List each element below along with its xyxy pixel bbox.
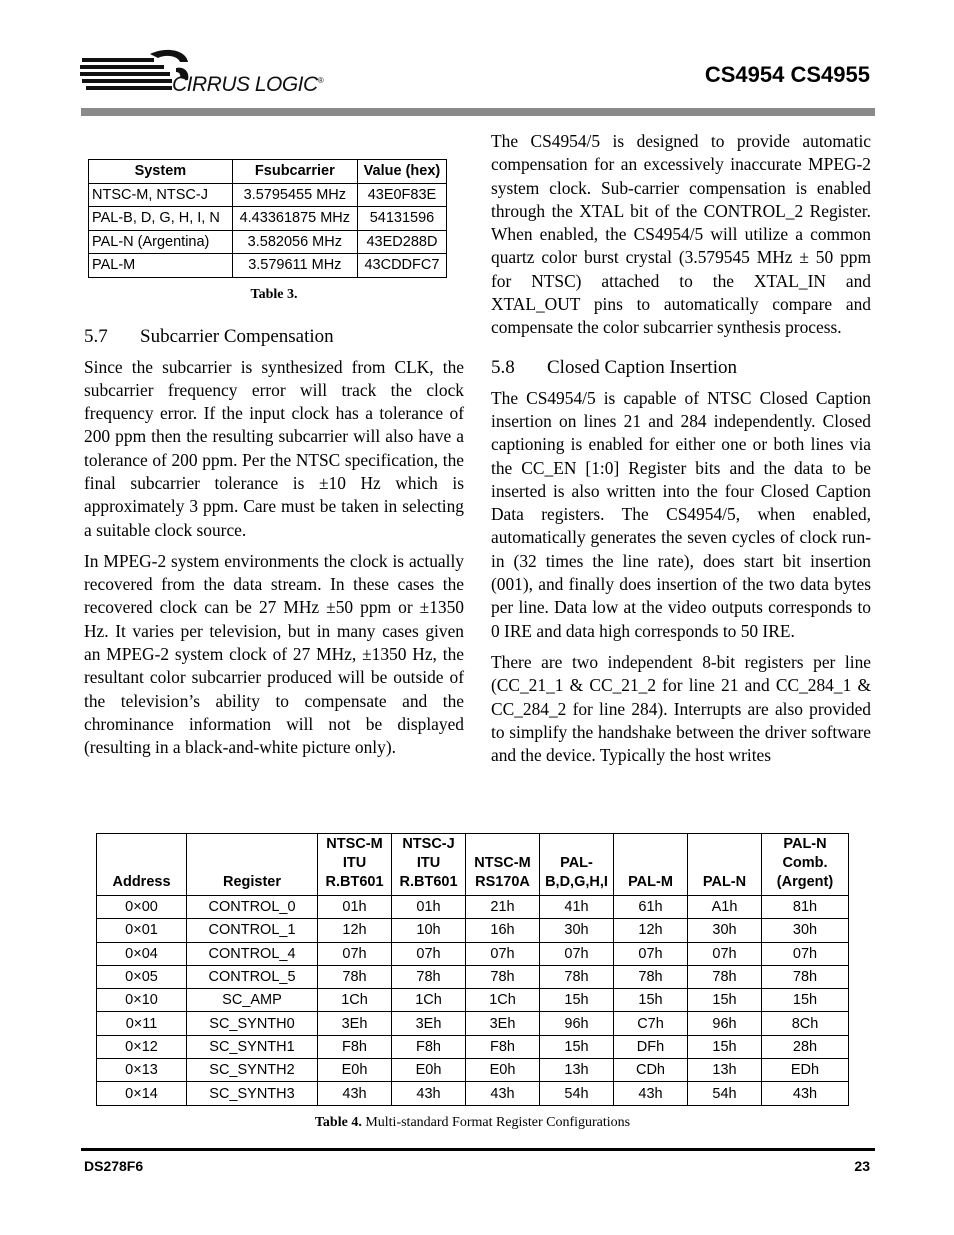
column-header: Fsubcarrier bbox=[232, 160, 357, 184]
table-header-row bbox=[89, 160, 447, 184]
table-cell: 43ED288D bbox=[357, 230, 446, 254]
table-cell: CONTROL_1 bbox=[187, 919, 318, 942]
table-cell: EDh bbox=[762, 1059, 849, 1082]
table-cell: 3.582056 MHz bbox=[232, 230, 357, 254]
table-cell: 78h bbox=[540, 965, 614, 988]
table-row bbox=[97, 1012, 849, 1035]
table-cell: CONTROL_5 bbox=[187, 965, 318, 988]
document-title: CS4954 CS4955 bbox=[704, 62, 870, 87]
column-header: PAL-N bbox=[688, 834, 762, 896]
table-cell: 0×11 bbox=[97, 1012, 187, 1035]
table-cell: 43h bbox=[762, 1082, 849, 1105]
table-cell: 43h bbox=[614, 1082, 688, 1105]
table-header-row bbox=[97, 834, 849, 896]
table-cell: CONTROL_4 bbox=[187, 942, 318, 965]
table-cell: 54h bbox=[540, 1082, 614, 1105]
table-row bbox=[89, 183, 447, 207]
table-row bbox=[89, 207, 447, 231]
table-cell: A1h bbox=[688, 896, 762, 919]
column-header: Register bbox=[187, 834, 318, 896]
column-header: NTSC-J ITU R.BT601 bbox=[392, 834, 466, 896]
table-cell: 43h bbox=[466, 1082, 540, 1105]
table-cell: 07h bbox=[540, 942, 614, 965]
table-4-caption: Table 4. Multi-standard Format Register Configurations bbox=[314, 1114, 631, 1130]
table-cell: 78h bbox=[614, 965, 688, 988]
column-header: PAL-N Comb. (Argent) bbox=[762, 834, 849, 896]
table-row bbox=[97, 896, 849, 919]
table-cell: SC_AMP bbox=[187, 989, 318, 1012]
table-cell: 96h bbox=[688, 1012, 762, 1035]
header-divider bbox=[81, 108, 875, 116]
table-row bbox=[97, 989, 849, 1012]
table-cell: E0h bbox=[318, 1059, 392, 1082]
table-cell: 30h bbox=[762, 919, 849, 942]
table-cell: SC_SYNTH3 bbox=[187, 1082, 318, 1105]
table-cell: E0h bbox=[466, 1059, 540, 1082]
table-cell: 15h bbox=[540, 1035, 614, 1058]
table-cell: 15h bbox=[688, 1035, 762, 1058]
column-header: System bbox=[89, 160, 233, 184]
section-5-8-paragraph-2: There are two independent 8-bit registers per line (CC_21_1 & CC_21_2 for line 21 and CC_284_1 & CC_284_2 for line 284). Interrupts are also provided to simplify the handshake between the driver software and the device. Typically the host writes bbox=[491, 651, 871, 766]
table-cell: 54131596 bbox=[357, 207, 446, 231]
column-header: Value (hex) bbox=[357, 160, 446, 184]
table-cell: C7h bbox=[614, 1012, 688, 1035]
column-header: Address bbox=[97, 834, 187, 896]
table-cell: 07h bbox=[688, 942, 762, 965]
table-cell: 78h bbox=[318, 965, 392, 988]
table-3-caption: Table 3. bbox=[250, 286, 298, 302]
table-row bbox=[97, 965, 849, 988]
table-cell: F8h bbox=[318, 1035, 392, 1058]
table-cell: E0h bbox=[392, 1059, 466, 1082]
table-row bbox=[97, 1082, 849, 1105]
page-number: 23 bbox=[854, 1158, 870, 1174]
table-cell: SC_SYNTH0 bbox=[187, 1012, 318, 1035]
table-cell: 61h bbox=[614, 896, 688, 919]
table-cell: 54h bbox=[688, 1082, 762, 1105]
table-cell: 0×10 bbox=[97, 989, 187, 1012]
table-cell: 30h bbox=[540, 919, 614, 942]
table-cell: 0×01 bbox=[97, 919, 187, 942]
table-cell: PAL-B, D, G, H, I, N bbox=[89, 207, 233, 231]
table-4-container bbox=[96, 833, 849, 1131]
table-cell: 0×14 bbox=[97, 1082, 187, 1105]
table-cell: 16h bbox=[466, 919, 540, 942]
table-cell: 0×13 bbox=[97, 1059, 187, 1082]
table-cell: 78h bbox=[466, 965, 540, 988]
table-cell: 15h bbox=[762, 989, 849, 1012]
table-row bbox=[97, 942, 849, 965]
table-cell: 07h bbox=[762, 942, 849, 965]
table-cell: 13h bbox=[540, 1059, 614, 1082]
section-5-8-heading: 5.8 Closed Caption Insertion bbox=[491, 356, 737, 378]
table-cell: 43CDDFC7 bbox=[357, 254, 446, 278]
table-cell: 07h bbox=[392, 942, 466, 965]
table-cell: 78h bbox=[392, 965, 466, 988]
table-cell: 3Eh bbox=[466, 1012, 540, 1035]
table-row bbox=[97, 1059, 849, 1082]
table-cell: 0×05 bbox=[97, 965, 187, 988]
table-cell: 07h bbox=[318, 942, 392, 965]
table-cell: F8h bbox=[466, 1035, 540, 1058]
table-3 bbox=[88, 159, 447, 278]
table-cell: CDh bbox=[614, 1059, 688, 1082]
table-row bbox=[97, 919, 849, 942]
table-cell: 12h bbox=[318, 919, 392, 942]
table-4 bbox=[96, 833, 849, 1106]
table-cell: 12h bbox=[614, 919, 688, 942]
right-column bbox=[491, 130, 871, 775]
table-cell: SC_SYNTH1 bbox=[187, 1035, 318, 1058]
table-cell: 3.579611 MHz bbox=[232, 254, 357, 278]
table-cell: 3Eh bbox=[392, 1012, 466, 1035]
table-row bbox=[89, 230, 447, 254]
section-5-7-paragraph-1: Since the subcarrier is synthesized from CLK, the subcarrier frequency error will track the clock frequency error. If the input clock has a tolerance of 200 ppm then the resulting subcarrier will also have a tolerance of 200 ppm. Per the NTSC specification, the final subcarrier tolerance is ±10 Hz which is approximately 3 ppm. Care must be taken in selecting a suitable clock source. bbox=[84, 356, 464, 540]
table-4-body bbox=[97, 896, 849, 1106]
table-cell: F8h bbox=[392, 1035, 466, 1058]
table-cell: 43h bbox=[318, 1082, 392, 1105]
table-cell: CONTROL_0 bbox=[187, 896, 318, 919]
table-cell: 1Ch bbox=[466, 989, 540, 1012]
table-cell: 15h bbox=[614, 989, 688, 1012]
cirrus-logic-logo bbox=[80, 48, 330, 104]
table-cell: 01h bbox=[392, 896, 466, 919]
section-5-8-paragraph-1: The CS4954/5 is capable of NTSC Closed Caption insertion on lines 21 and 284 independently. Closed captioning is enabled for either one or both lines via the CC_EN [1:0] Register bits and the data to be inserted is also written into the four Closed Caption Data registers. The CS4954/5, when enabled, automatically generates the seven cycles of clock run-in (32 times the line rate), does start bit insertion (001), and finally does insertion of the two data bytes per line. Data low at the video outputs corresponds to 0 IRE and data high corresponds to 50 IRE. bbox=[491, 387, 871, 641]
table-cell: 4.43361875 MHz bbox=[232, 207, 357, 231]
column-header: NTSC-M RS170A bbox=[466, 834, 540, 896]
table-cell: 13h bbox=[688, 1059, 762, 1082]
table-cell: 30h bbox=[688, 919, 762, 942]
table-cell: 0×04 bbox=[97, 942, 187, 965]
document-id: DS278F6 bbox=[84, 1158, 144, 1174]
column-header: PAL-M bbox=[614, 834, 688, 896]
table-cell: 07h bbox=[614, 942, 688, 965]
table-cell: 96h bbox=[540, 1012, 614, 1035]
table-cell: 15h bbox=[540, 989, 614, 1012]
table-row bbox=[89, 254, 447, 278]
table-cell: 01h bbox=[318, 896, 392, 919]
table-cell: 15h bbox=[688, 989, 762, 1012]
section-5-7-heading: 5.7 Subcarrier Compensation bbox=[84, 325, 334, 347]
left-column bbox=[84, 130, 464, 768]
table-cell: PAL-N (Argentina) bbox=[89, 230, 233, 254]
section-5-7-paragraph-2: In MPEG-2 system environments the clock is actually recovered from the data stream. In these cases the recovered clock can be 27 MHz ±50 ppm or ±1350 Hz. It varies per television, but in many cases given an MPEG-2 system clock of 27 MHz, ±1350 Hz, the resultant color subcarrier produced will be outside of the television’s ability to compensate and the chrominance information will not be displayed (resulting in a black-and-white picture only). bbox=[84, 550, 464, 758]
table-cell: NTSC-M, NTSC-J bbox=[89, 183, 233, 207]
table-cell: 10h bbox=[392, 919, 466, 942]
table-cell: 78h bbox=[762, 965, 849, 988]
table-cell: 0×00 bbox=[97, 896, 187, 919]
table-row bbox=[97, 1035, 849, 1058]
column-header: NTSC-M ITU R.BT601 bbox=[318, 834, 392, 896]
table-cell: 41h bbox=[540, 896, 614, 919]
compensation-paragraph: The CS4954/5 is designed to provide automatic compensation for an excessively inaccurate MPEG-2 system clock. Sub-carrier compensation is enabled through the XTAL bit of the CONTROL_2 Register. When enabled, the CS4954/5 will utilize a common quartz color burst crystal (3.579545 MHz ± 50 ppm for NTSC) attached to the XTAL_IN and XTAL_OUT pins to automatically compare and compensate the color subcarrier synthesis process. bbox=[491, 131, 871, 338]
table-cell: 1Ch bbox=[318, 989, 392, 1012]
table-cell: 07h bbox=[466, 942, 540, 965]
table-cell: 43h bbox=[392, 1082, 466, 1105]
logo-wordmark: CIRRUS LOGIC® bbox=[172, 73, 324, 96]
column-header: PAL- B,D,G,H,I bbox=[540, 834, 614, 896]
table-cell: SC_SYNTH2 bbox=[187, 1059, 318, 1082]
footer-divider bbox=[81, 1148, 875, 1151]
table-cell: 3Eh bbox=[318, 1012, 392, 1035]
table-cell: DFh bbox=[614, 1035, 688, 1058]
table-cell: 43E0F83E bbox=[357, 183, 446, 207]
table-cell: 0×12 bbox=[97, 1035, 187, 1058]
table-cell: 21h bbox=[466, 896, 540, 919]
table-cell: 3.5795455 MHz bbox=[232, 183, 357, 207]
table-cell: 1Ch bbox=[392, 989, 466, 1012]
table-cell: 81h bbox=[762, 896, 849, 919]
table-cell: 78h bbox=[688, 965, 762, 988]
table-cell: PAL-M bbox=[89, 254, 233, 278]
table-cell: 28h bbox=[762, 1035, 849, 1058]
table-cell: 8Ch bbox=[762, 1012, 849, 1035]
